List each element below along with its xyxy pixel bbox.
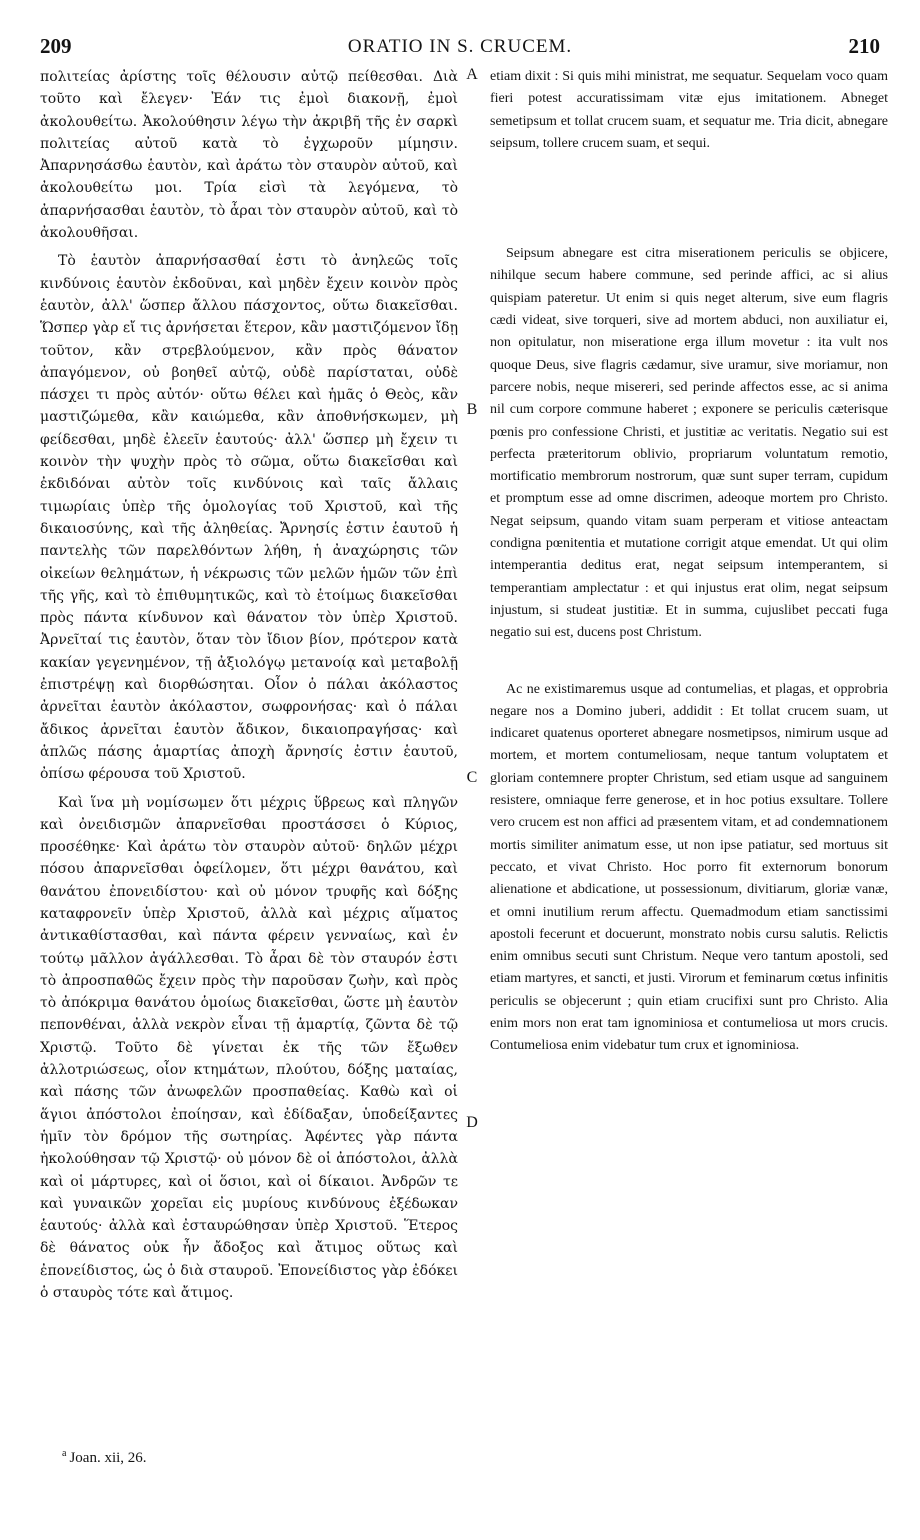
- greek-paragraph-1: πολιτείας ἀρίστης τοῖς θέλουσιν αὐτῷ πείθεσθαι. Διὰ τοῦτο καὶ ἔλεγεν· Ἐάν τις ἐμοὶ διακονῇ, ἐμοὶ ἀκολουθείτω. Ἀκολούθησιν λέγω τὴν ἀκριβῆ τῆς ἐν σαρκὶ πολιτείας αὐτοῦ κατὰ τὸ ἐγχωροῦν μίμησιν. Ἀπαρνησάσθω ἑαυτὸν, καὶ ἀράτω τὸν σταυρὸν αὐτοῦ, καὶ ἀκολουθείτω μοι. Τρία εἰσὶ τὰ λεγόμενα, τὸ ἀπαρνήσασθαι ἑαυτὸν, τὸ ἆραι τὸν σταυρὸν αὐτοῦ, καὶ τὸ ἀκολουθῆσαι.: [40, 69, 458, 242]
- footnote-mark: a: [62, 1448, 67, 1459]
- greek-column: [40, 66, 458, 1304]
- margin-letter-c: C: [466, 769, 478, 786]
- margin-letter-b: B: [466, 401, 478, 418]
- running-title: ORATIO IN S. CRUCEM.: [347, 36, 573, 57]
- latin-column: [490, 66, 888, 1058]
- footnote-text: Joan. xii, 26.: [69, 1450, 147, 1466]
- latin-paragraph-1: etiam dixit : Si quis mihi ministrat, me sequatur. Sequelam voco quam fieri potest accuratissimam vitæ ejus imitationem. Abneget semetipsum et tollat crucem suam, et sequatur me. Tria dicit, abnegare seipsum, tollere crucem suam, et sequi.: [490, 69, 888, 151]
- page-number-right: 210: [848, 34, 880, 58]
- latin-paragraph-2: Seipsum abnegare est citra miserationem periculis se objicere, nihilque secum habere commune, sed perinde affici, ac si alius quispiam pateretur. Ut enim si quis neget alterum, sive eum flagris cædi videat, sive torqueri, sive ad mortem abduci, non auxiliatur ei, non opitulatur, non miseratione erga illum movetur : ita vult nos quoque Deus, sive flagris cædamur, sive uramur, sive moriamur, non parcere nobis, neque misereri, sed perinde affectos esse, ac si anima nil cum corpore commune haberet ; exponere se periculis cæterisque pœnis pro confessione Christi, et justitiæ ac veritatis. Negatio sui est perfecta præteritorum oblivio, propriarum voluntatum remotio, mortificatio membrorum nostrorum, quæ sunt super terram, cupidum et promptum esse ad omne discrimen, adeoque mortem pro Christo. Negat seipsum, quando vitam suam perperam et vitiose anteactam condigna pœnitentia et mutatione corrigit atque emendat. Ut qui olim intemperantia deditus erat, negat seipsum intemperantem, si temperantiam amplectatur : et qui injustus erat olim, negat seipsum injustum, si studeat justitiæ. Et in summa, cujuslibet peccati fuga negatio sui est, ducens post Christum.: [490, 246, 888, 641]
- greek-paragraph-2: Τὸ ἑαυτὸν ἀπαρνήσασθαί ἐστι τὸ ἀνηλεῶς τοῖς κινδύνοις ἑαυτὸν ἐκδοῦναι, καὶ μηδὲν ἔχειν κοινὸν πρὸς ἑαυτὸν, ἀλλ' ὥσπερ ἄλλου πάσχοντος, οὕτω διακεῖσθαι. Ὥσπερ γὰρ εἴ τις ἀρνήσεται ἕτερον, κἂν μαστιζόμενον ἴδῃ τοῦτον, κἂν στρεβλούμενον, κἂν πρὸς θάνατον ἀπαγόμενον, οὐ βοηθεῖ αὐτῷ, οὐδὲ παρίσταται, οὐδὲ πάσχει τι πρὸς αὐτόν· οὕτω θέλει καὶ ἡμᾶς ὁ Θεὸς, κἂν μαστιζώμεθα, κἂν καιώμεθα, κἂν ἀποθνήσκωμεν, μὴ φείδεσθαι, μηδὲ ἐλεεῖν ἑαυτούς· ἀλλ' ὥσπερ μὴ ἔχειν τι κοινὸν τὴν ψυχὴν πρὸς τὸ σῶμα, οὕτω διακεῖσθαι καὶ ἐκδιδόναι αὐτὸν τοῖς κινδύνοις καὶ ταῖς ἄλλαις τιμωρίαις ὑπὲρ τῆς ὁμολογίας τοῦ Χριστοῦ, καὶ τῆς δικαιοσύνης, καὶ τῆς ἀληθείας. Ἄρνησίς ἐστιν ἑαυτοῦ ἡ παντελὴς τῶν παρελθόντων λήθη, ἡ ἀναχώρησις τῶν οἰκείων θελημάτων, ἡ νέκρωσις τῶν μελῶν ἡμῶν τῶν ἐπὶ τῆς γῆς, καὶ τὸ ἐπιθυμητικῶς, καὶ τὸ ἑτοίμως διακεῖσθαι πρὸς πάντα κίνδυνον καὶ θάνατον τὸν ὑπὲρ Χριστοῦ. Ἀρνεῖταί τις ἑαυτὸν, ὅταν τὸν ἴδιον βίον, πρότερον κατὰ κακίαν γεγενημένον, τῇ ἀξιολόγῳ μετανοίᾳ καὶ μεταβολῇ ἐπιστρέψῃ καὶ διορθώσηται. Οἷον ὁ πάλαι ἀκόλαστος ἀρνεῖται ἑαυτὸν ἀκόλαστον, σωφρονήσας· καὶ ὁ πάλαι ἄδικος ἀρνεῖται ἑαυτὸν ἄδικον, δικαιοπραγήσας· καὶ ἁπλῶς πάσης ἁμαρτίας ἀποχὴ ἄρνησίς ἐστιν ἑαυτοῦ, ὀπίσω φέρουσα τοῦ Χριστοῦ.: [40, 253, 458, 783]
- footnote: [62, 1448, 147, 1467]
- margin-letter-d: D: [466, 1114, 478, 1131]
- greek-paragraph-3: Καὶ ἵνα μὴ νομίσωμεν ὅτι μέχρις ὕβρεως καὶ πληγῶν καὶ ὀνειδισμῶν ἀπαρνεῖσθαι προστάσσει ὁ Κύριος, προσέθηκε· Καὶ ἀράτω τὸν σταυρὸν αὐτοῦ· δηλῶν μέχρι πόσου ἀπαρνεῖσθαι ὀφείλομεν, ὅτι μέχρι θανάτου, καὶ θανάτου ἐπονειδίστου· καὶ οὐ μόνον τρυφῆς καὶ δόξης καταφρονεῖν ὑπὲρ Χριστοῦ, ἀλλὰ καὶ μέχρις αἵματος ἀντικαθίστασθαι, καὶ πάντα φέρειν γενναίως, καὶ ἐν τούτῳ μᾶλλον ἀγάλλεσθαι. Τὸ ἆραι δὲ τὸν σταυρόν ἐστι τὸ ἀπροσπαθῶς ἔχειν πρὸς τὴν παροῦσαν ζωὴν, καὶ πρὸς τὸ ἀπόκριμα θανάτου ὁμοίως διακεῖσθαι, ὥστε μὴ ἑαυτὸν πεπονθέναι, ἀλλὰ νεκρὸν εἶναι τῇ ἁμαρτίᾳ, ζῶντα δὲ τῷ Χριστῷ. Τοῦτο δὲ γίνεται ἐκ τῆς τῶν ἔξωθεν ἀλλοτριώσεως, οἷον κτημάτων, πλούτου, δόξης ματαίας, καὶ πάσης τῶν ἀνωφελῶν προσπαθείας. Καθὼ καὶ οἱ ἅγιοι ἀπόστολοι ἐποίησαν, καὶ ἐδίδαξαν, ὑποδείξαντες ἡμῖν τὸν δρόμον τῆς σωτηρίας. Ἀφέντες γὰρ πάντα ἠκολούθησαν τῷ Χριστῷ· οὐ μόνον δὲ οἱ ἀπόστολοι, ἀλλὰ καὶ οἱ μάρτυρες, καὶ οἱ ὅσιοι, καὶ οἱ δίκαιοι. Ἀνδρῶν τε καὶ γυναικῶν χορεῖαι εἰς μυρίους κινδύνους ἐξέδωκαν ἑαυτούς· ἀλλὰ καὶ ἐσταυρώθησαν ὑπὲρ Χριστοῦ. Ἕτερος δὲ θάνατος οὐκ ἦν ἄδοξος καὶ ἄτιμος οὕτως καὶ ἐπονείδιστος, ὡς ὁ διὰ σταυροῦ. Ἐπονείδιστος γὰρ ἐδόκει ὁ σταυρὸς τότε καὶ ἄτιμος.: [40, 794, 458, 1302]
- margin-letter-a: A: [466, 66, 478, 83]
- latin-paragraph-3: Ac ne existimaremus usque ad contumelias, et plagas, et opprobria negare nos a Domino juberi, addidit : Et tollat crucem suam, ut indicaret quatenus oporteret abnegare nosmetipsos, nimirum usque ad mortem, et mortem contumeliosam, neque tantum voluptatem et gloriam contemnere propter Christum, sed etiam usque ad sanguinem resistere, omniaque ferre generose, et in hoc potius exsultare. Tollere vero crucem est non affici ad præsentem vitam, et ad condemnationem mortis similiter animatum esse, ut non ipse patiatur, sed mortuus sit peccato, et vivat Christo. Hoc porro fit externorum bonorum alienatione et abdicatione, ut possessionum, divitiarum, gloriæ vanæ, et omni inutilium rerum affectu. Quemadmodum etiam sanctissimi apostoli fecerunt et docuerunt, monstrato nobis cursu salutis. Relictis enim omnibus secuti sunt Christum. Neque vero tantum apostoli, sed etiam martyres, et sancti, et justi. Virorum et feminarum cœtus infinitis periculis se objecerunt ; quin etiam crucifixi sunt pro Christo. Alia enim mors non erat tam ignominiosa et contumeliosa ut mors crucis. Contumeliosa enim videbatur tum crux et ignominiosa.: [490, 681, 888, 1054]
- page-number-left: 209: [40, 34, 72, 58]
